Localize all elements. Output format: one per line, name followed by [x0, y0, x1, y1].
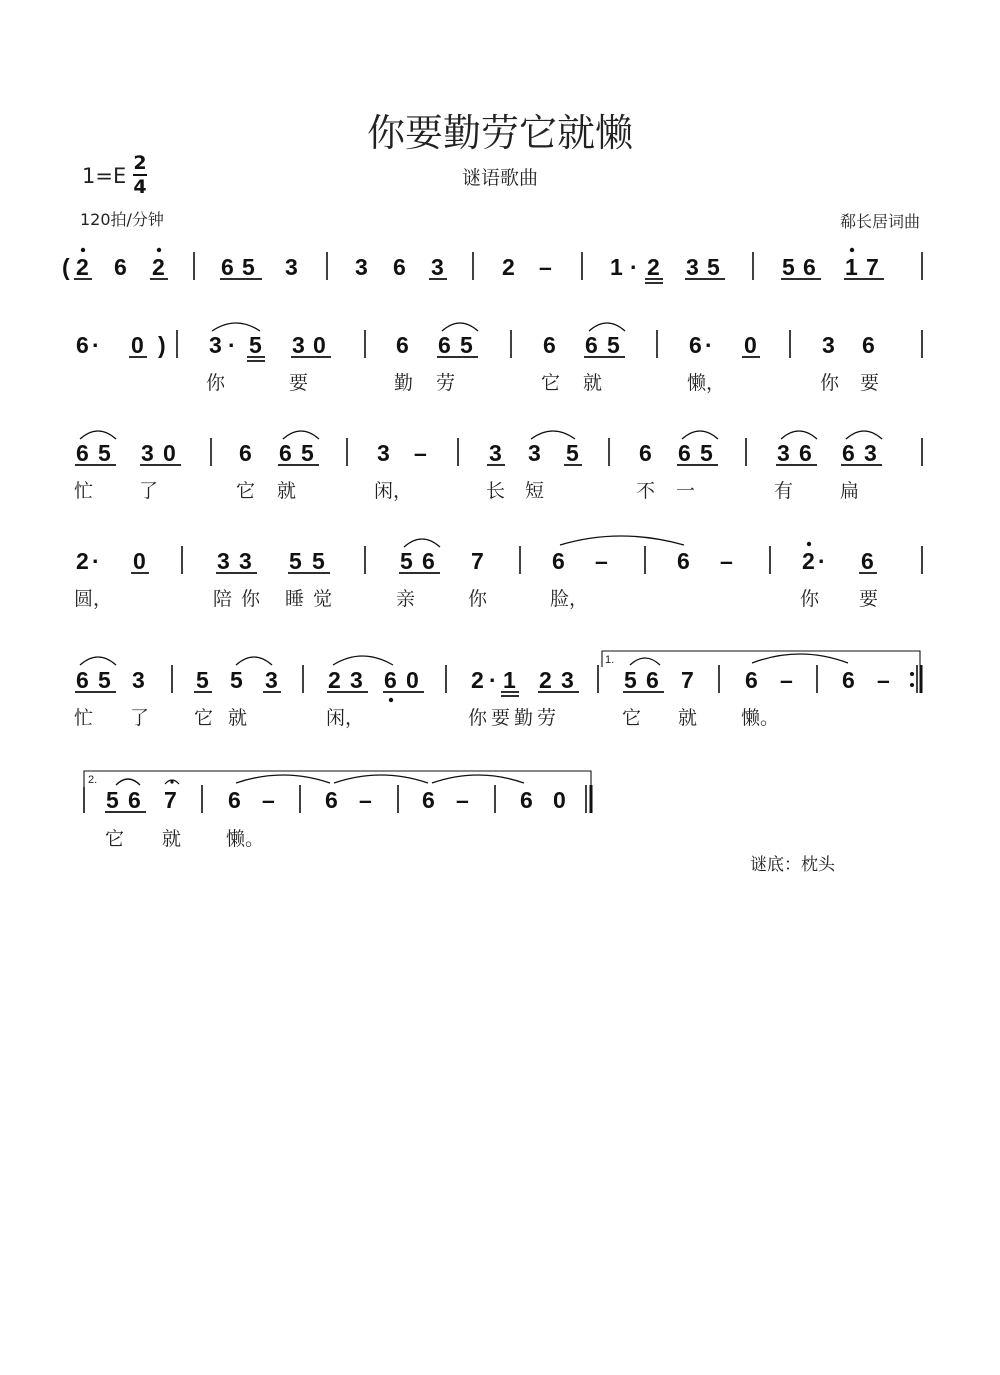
note: 0	[133, 548, 146, 574]
meter-top: 2	[133, 152, 147, 174]
note: 6	[745, 667, 758, 693]
lyric: 要	[289, 372, 309, 394]
note: 2	[502, 254, 515, 280]
lyric: 劳	[436, 372, 456, 394]
note: 5	[607, 332, 620, 358]
lyric: 脸，	[550, 588, 589, 610]
note: 5	[98, 440, 111, 466]
note: 6	[279, 440, 292, 466]
note: 6	[239, 440, 252, 466]
note: ·	[705, 332, 713, 358]
note: 6	[543, 332, 556, 358]
lyric: 它	[194, 707, 214, 729]
score-row-6	[0, 765, 1000, 855]
note: 2	[647, 254, 660, 280]
lyric: 觉	[313, 588, 333, 610]
lyric: 忙	[74, 707, 94, 729]
lyric: 你	[820, 372, 840, 394]
time-signature	[132, 152, 148, 198]
composer-credit: 郗长居词曲	[839, 212, 920, 231]
note: 6	[585, 332, 598, 358]
note: 5	[566, 440, 579, 466]
note: 6	[803, 254, 816, 280]
second-ending-bracket	[84, 771, 591, 787]
lyric: 睡	[285, 588, 305, 610]
note: 5	[460, 332, 473, 358]
note: 6	[799, 440, 812, 466]
song-subtitle: 谜语歌曲	[461, 167, 538, 189]
slur	[531, 431, 575, 439]
lyric: 了	[130, 707, 150, 729]
note: 3	[209, 332, 222, 358]
lyric: 要	[859, 588, 879, 610]
note: 6	[221, 254, 234, 280]
note: –	[414, 440, 427, 466]
note: 1	[845, 254, 858, 280]
score-row-2	[0, 315, 1000, 400]
note: ·	[818, 548, 826, 574]
score-row-4	[0, 531, 1000, 616]
lyric: 了	[139, 480, 159, 502]
note: 3	[822, 332, 835, 358]
note: 6	[422, 787, 435, 813]
lyric: 你	[241, 588, 261, 610]
note: 1	[503, 667, 516, 693]
slur	[846, 431, 882, 439]
slur	[80, 657, 116, 665]
note: 5	[98, 667, 111, 693]
note: 6	[393, 254, 406, 280]
lyric: 你	[206, 372, 226, 394]
slur	[682, 431, 718, 439]
score-row-1	[0, 240, 1000, 290]
note: –	[877, 667, 890, 693]
slur	[589, 323, 625, 331]
note: 5	[301, 440, 314, 466]
slur	[404, 539, 440, 547]
tie	[752, 654, 848, 663]
note: 3	[777, 440, 790, 466]
lyric: 一	[676, 480, 696, 502]
note: 6	[76, 667, 89, 693]
lyric: 懒。	[741, 707, 780, 729]
slur	[630, 658, 660, 665]
tie	[236, 775, 330, 783]
note: 5	[249, 332, 262, 358]
note: 5	[289, 548, 302, 574]
lyric: 扁	[840, 480, 860, 502]
note: 3	[864, 440, 877, 466]
score-row-3	[0, 423, 1000, 508]
slur	[283, 431, 319, 439]
note: 6	[438, 332, 451, 358]
note: 5	[106, 787, 119, 813]
note: 6	[862, 332, 875, 358]
note: 2	[152, 254, 165, 280]
note: 5	[700, 440, 713, 466]
note: 0	[163, 440, 176, 466]
lyric: 你	[468, 588, 488, 610]
lyric: 不	[636, 480, 656, 502]
lyric: 就	[162, 828, 182, 850]
score-row-5	[0, 645, 1000, 730]
lyric: 闲，	[326, 707, 365, 729]
lyric: 忙	[74, 480, 94, 502]
note: –	[595, 548, 608, 574]
lyric: 你	[800, 588, 820, 610]
note: 3	[489, 440, 502, 466]
note: 3	[350, 667, 363, 693]
lyric: 长	[486, 480, 506, 502]
note: 3	[377, 440, 390, 466]
note: )	[158, 332, 166, 358]
key-signature: 1=E	[82, 164, 127, 188]
note: 6	[228, 787, 241, 813]
slur	[212, 323, 260, 331]
high-octave-dot	[807, 542, 811, 546]
repeat-dot	[910, 672, 914, 676]
note: 3	[528, 440, 541, 466]
song-title: 你要勤劳它就懒	[366, 111, 633, 155]
repeat-dot	[910, 683, 914, 687]
lyric: 就	[678, 707, 698, 729]
note: 6	[114, 254, 127, 280]
note: 6	[677, 548, 690, 574]
note: ·	[92, 548, 100, 574]
tie	[560, 536, 684, 545]
fermata-dot	[170, 780, 173, 783]
lyric: 就	[228, 707, 248, 729]
note: 2	[471, 667, 484, 693]
note: ·	[489, 667, 497, 693]
note: 0	[553, 787, 566, 813]
note: 3	[431, 254, 444, 280]
lyric: 懒，	[687, 372, 726, 394]
slur	[333, 656, 393, 665]
note: 6	[396, 332, 409, 358]
lyric: 你	[468, 707, 488, 729]
note: 6	[689, 332, 702, 358]
note: 0	[313, 332, 326, 358]
note: 5	[196, 667, 209, 693]
note: 3	[132, 667, 145, 693]
note: 6	[76, 332, 89, 358]
tempo-marking: 120拍/分钟	[80, 210, 164, 229]
note: ·	[92, 332, 100, 358]
note: 2	[76, 254, 89, 280]
note: 3	[686, 254, 699, 280]
high-octave-dot	[81, 248, 85, 252]
note: 6	[552, 548, 565, 574]
tie	[334, 775, 428, 783]
note: 6	[842, 667, 855, 693]
note: 5	[242, 254, 255, 280]
note: 6	[384, 667, 397, 693]
lyric: 要	[860, 372, 880, 394]
note: 5	[312, 548, 325, 574]
volta-number: 2.	[88, 774, 98, 786]
note: 3	[239, 548, 252, 574]
lyric: 它	[105, 828, 125, 850]
note: 0	[744, 332, 757, 358]
note: (	[62, 254, 70, 280]
note: –	[720, 548, 733, 574]
lyric: 亲	[396, 588, 416, 610]
riddle-answer: 谜底：枕头	[750, 855, 835, 875]
lyric: 它	[622, 707, 642, 729]
note: 2	[328, 667, 341, 693]
note: 7	[866, 254, 879, 280]
note: 3	[217, 548, 230, 574]
lyric: 圆，	[74, 588, 113, 610]
lyric: 陪	[213, 588, 233, 610]
note: 6	[76, 440, 89, 466]
lyric: 就	[583, 372, 603, 394]
note: 6	[128, 787, 141, 813]
slur	[80, 431, 116, 439]
note: 6	[422, 548, 435, 574]
note: –	[262, 787, 275, 813]
note: 7	[164, 787, 177, 813]
lyric: 有	[774, 480, 794, 502]
note: 6	[520, 787, 533, 813]
note: 3	[285, 254, 298, 280]
lyric: 懒。	[226, 828, 265, 850]
note: 6	[678, 440, 691, 466]
note: 2	[76, 548, 89, 574]
volta-number: 1.	[605, 654, 615, 666]
slur	[236, 657, 272, 665]
note: –	[539, 254, 552, 280]
slur	[442, 323, 478, 331]
note: 6	[639, 440, 652, 466]
note: –	[780, 667, 793, 693]
note: 5	[782, 254, 795, 280]
tie	[432, 775, 524, 783]
note: 3	[141, 440, 154, 466]
note: ·	[228, 332, 236, 358]
meter-bottom: 4	[133, 175, 147, 198]
slur	[116, 779, 140, 785]
lyric: 要	[491, 707, 511, 729]
note: 2	[539, 667, 552, 693]
note: 6	[325, 787, 338, 813]
note: 0	[131, 332, 144, 358]
note: ·	[630, 254, 638, 280]
note: 1	[610, 254, 623, 280]
note: 3	[561, 667, 574, 693]
note: 7	[681, 667, 694, 693]
note: 5	[400, 548, 413, 574]
note: 6	[646, 667, 659, 693]
lyric: 短	[525, 480, 545, 502]
lyric: 劳	[537, 707, 557, 729]
note: 6	[861, 548, 874, 574]
slur	[781, 431, 817, 439]
note: 7	[471, 548, 484, 574]
lyric: 勤	[514, 707, 534, 729]
high-octave-dot	[157, 248, 161, 252]
note: –	[359, 787, 372, 813]
note: 5	[707, 254, 720, 280]
lyric: 闲，	[374, 480, 413, 502]
note: 2	[802, 548, 815, 574]
note: 3	[265, 667, 278, 693]
low-octave-dot	[389, 698, 393, 702]
note: –	[456, 787, 469, 813]
high-octave-dot	[850, 248, 854, 252]
lyric: 勤	[394, 372, 414, 394]
note: 0	[406, 667, 419, 693]
note: 5	[230, 667, 243, 693]
note: 6	[842, 440, 855, 466]
lyric: 它	[541, 372, 561, 394]
note: 3	[292, 332, 305, 358]
note: 3	[355, 254, 368, 280]
note: 5	[624, 667, 637, 693]
lyric: 它	[236, 480, 256, 502]
lyric: 就	[277, 480, 297, 502]
